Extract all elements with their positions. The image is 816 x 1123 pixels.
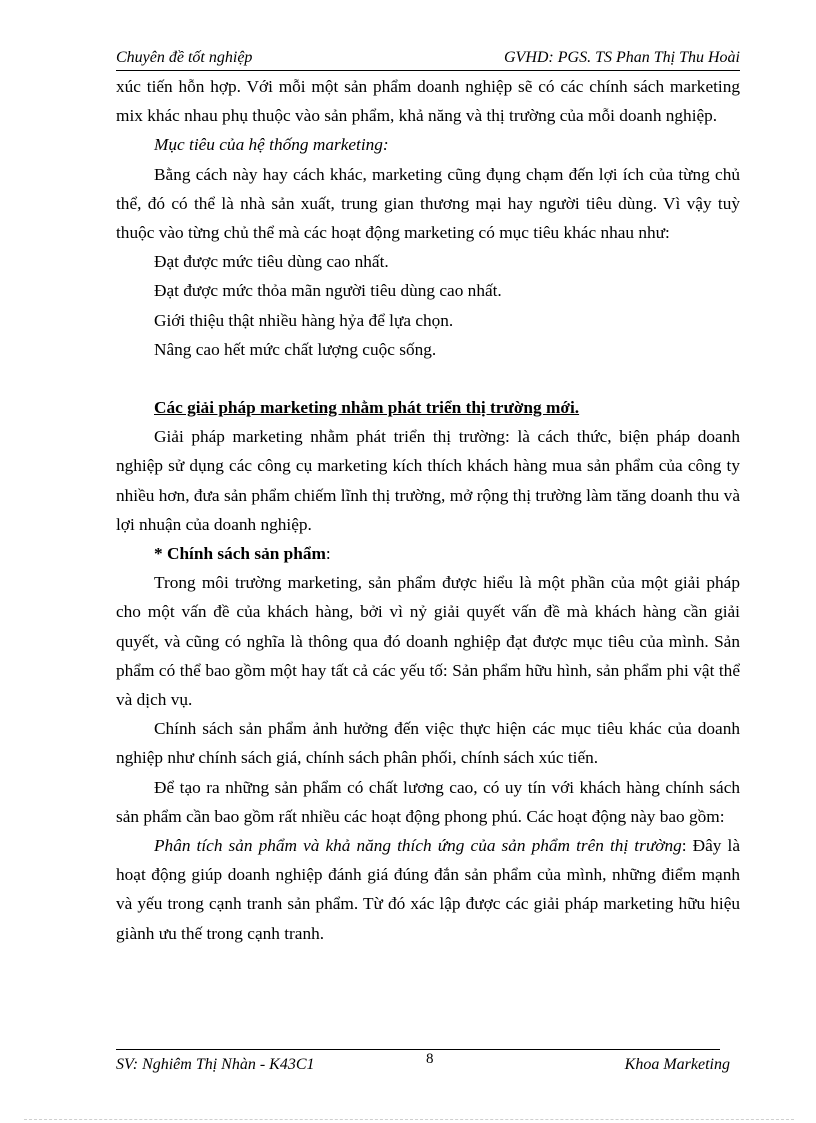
- product-analysis-italic: Phân tích sản phẩm và khả năng thích ứng của sản phẩm trên thị trường: [154, 836, 682, 856]
- goal-item: Giới thiệu thật nhiều hàng hỷa để lựa chọn.: [154, 310, 454, 330]
- product-analysis-text: : Đây là hoạt động giúp doanh nghiệp đánh giá đúng đắn sản phẩm của mình, những điểm mạnh và yếu trong cạnh tranh sản phẩm. Từ đó xác lập được các giải pháp marketing hữu hiệu giành ưu thế trong cạnh tranh.: [116, 836, 740, 943]
- paragraph-goals-intro: Bằng cách này hay cách khác, marketing cũng đụng chạm đến lợi ích của từng chủ thể, đó có thể là nhà sản xuất, trung gian thương mại hay người tiêu dùng. Vì vậy tuỳ thuộc vào từng chủ thể mà các hoạt động marketing có mục tiêu khác nhau như:: [116, 164, 740, 243]
- footer-faculty-label: Khoa Marketing: [624, 1056, 730, 1073]
- paragraph-product-analysis: [116, 831, 740, 948]
- header-advisor-label: GVHD: PGS. TS Phan Thị Thu Hoài: [503, 49, 740, 66]
- section-title: [116, 393, 740, 422]
- page-number: 8: [426, 1051, 434, 1067]
- goal-item: Đạt được mức thỏa mãn người tiêu dùng cao nhất.: [154, 281, 502, 301]
- page-header: [116, 46, 740, 71]
- product-policy-heading: [116, 539, 740, 568]
- goal-item: Đạt được mức tiêu dùng cao nhất.: [154, 252, 389, 272]
- paragraph-solutions: Giải pháp marketing nhằm phát triển thị trường: là cách thức, biện pháp doanh nghiệp sử dụng các công cụ marketing kích thích khách hàng mua sản phẩm của công ty nhiều hơn, đưa sản phẩm chiếm lĩnh thị trường, mở rộng thị trường làm tăng doanh thu và lợi nhuận của doanh nghiệp.: [116, 427, 740, 534]
- footer-divider: [116, 1049, 720, 1050]
- page-footer: [116, 1053, 730, 1077]
- paragraph-product-activities: Để tạo ra những sản phẩm có chất lương cao, có uy tín với khách hàng chính sách sản phẩm cần bao gồm rất nhiều các hoạt động phong phú. Các hoạt động này bao gồm:: [116, 777, 740, 826]
- section-title-text: Các giải pháp marketing nhằm phát triển thị trường mới.: [154, 398, 580, 418]
- header-thesis-label: Chuyên đề tốt nghiệp: [116, 49, 253, 66]
- goal-item: Nâng cao hết mức chất lượng cuộc sống.: [154, 339, 437, 359]
- marketing-goals-heading: Mục tiêu của hệ thống marketing:: [154, 135, 389, 155]
- paragraph-product-impact: Chính sách sản phẩm ảnh hưởng đến việc thực hiện các mục tiêu khác của doanh nghiệp như chính sách giá, chính sách phân phối, chính sách xúc tiến.: [116, 719, 740, 768]
- footer-student-label: SV: Nghiêm Thị Nhàn - K43C1: [116, 1056, 315, 1073]
- spacer: [116, 364, 740, 393]
- product-policy-colon: :: [325, 544, 331, 564]
- product-policy-title: * Chính sách sản phẩm: [154, 544, 326, 564]
- document-body: [116, 72, 740, 948]
- page-edge-divider: [24, 1119, 794, 1120]
- paragraph-product-definition: Trong môi trường marketing, sản phẩm được hiểu là một phần của một giải pháp cho một vấn đề của khách hàng, bởi vì nỷ giải quyết vấn đề mà khách hàng cần giải quyết, và cũng có nghĩa là thông qua đó doanh nghiệp đạt được mục tiêu của mình. Sản phẩm có thể bao gồm một hay tất cả các yếu tố: Sản phẩm hữu hình, sản phẩm phi vật thể và dịch vụ.: [116, 573, 740, 710]
- paragraph-intro: xúc tiến hỗn hợp. Với mỗi một sản phẩm doanh nghiệp sẽ có các chính sách marketing mix khác nhau phụ thuộc vào sản phẩm, khả năng và thị trường của mỗi doanh nghiệp.: [116, 77, 740, 126]
